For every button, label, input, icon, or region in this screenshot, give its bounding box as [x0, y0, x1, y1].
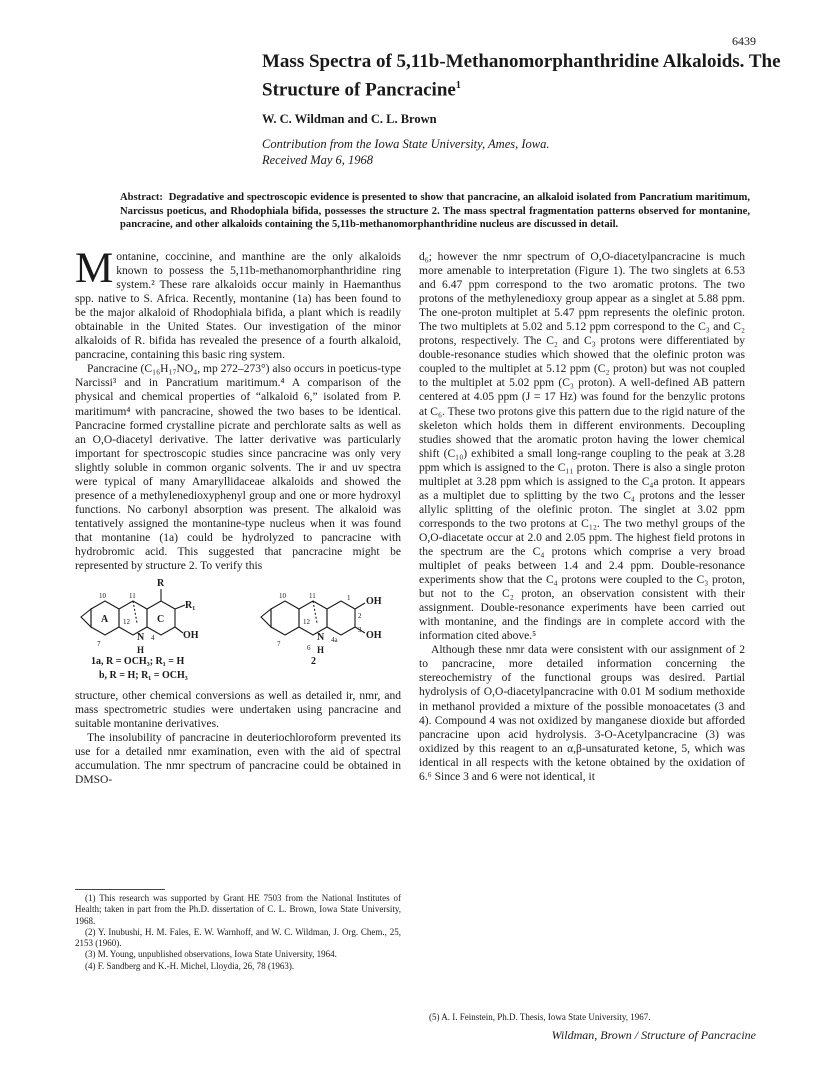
label-oh-2a: OH	[366, 596, 382, 608]
label-12-2: 12	[303, 618, 310, 627]
abstract-text: Degradative and spectroscopic evidence is presented to show that pancracine, an alkaloid isolated from Pancratium maritimum, Narcissus poeticus, and Rhodophiala bifida, possesses the structure 2. The mass spectral fragmentation patterns observed for montanine, pancracine, and other alkaloids containing the 5,11b-methanomorphanthridine nucleus are discussed in detail.	[120, 192, 751, 230]
structure-figure	[75, 575, 401, 685]
label-11-2: 11	[309, 592, 316, 601]
footnote-1: (1) This research was supported by Grant HE 7503 from the National Institutes of Health; taken in part from the Ph.D. dissertation of C. L. Brown, Iowa State University, 1968.	[75, 893, 401, 926]
label-10-2: 10	[279, 592, 286, 601]
affiliation: Contribution from the Iowa State University, Ames, Iowa.	[262, 137, 550, 151]
label-ring-a: A	[101, 614, 109, 626]
label-n-2: N	[317, 632, 325, 644]
label-compound-2: 2	[311, 656, 316, 668]
intro-paragraph	[75, 245, 401, 362]
footnote-3: (3) M. Young, unpublished observations, Iowa State University, 1964.	[85, 949, 337, 960]
left-footnotes	[75, 893, 401, 972]
page-number: 6439	[732, 34, 756, 48]
label-oh-2b: OH	[366, 630, 382, 642]
running-footer: Wildman, Brown / Structure of Pancracine	[551, 1028, 756, 1042]
left-column	[75, 245, 401, 787]
label-compound-1a: 1a, R = OCH₃; R₁ = H	[91, 656, 185, 668]
label-12-1: 12	[123, 618, 130, 627]
label-4a-2: 4a	[331, 636, 338, 645]
paragraph-structure-cont: structure, other chemical conversions as well as detailed ir, nmr, and mass spectrometric studies were undertaken using pancracine and suitable montanine derivatives.	[75, 690, 401, 731]
label-1-2: 1	[347, 594, 351, 603]
received-date: Received May 6, 1968	[262, 153, 374, 167]
label-11-1: 11	[129, 592, 136, 601]
label-ring-c: C	[157, 614, 165, 626]
abstract-label: Abstract:	[120, 192, 163, 203]
dioxole-ring-1	[81, 609, 91, 627]
right-column	[419, 250, 745, 784]
label-2-2: 2	[358, 612, 362, 621]
abstract	[120, 191, 750, 232]
label-3-2: 3	[358, 626, 362, 635]
footnote-5: (5) A. I. Feinstein, Ph.D. Thesis, Iowa State University, 1967.	[429, 1012, 651, 1022]
label-r1: R₁	[185, 600, 196, 612]
footnote-rule	[75, 889, 165, 890]
paragraph-nmr: d₆; however the nmr spectrum of O,O-diacetylpancracine is much more amenable to interpretation (Figure 1). The two singlets at 6.53 and 6.47 ppm correspond to the two aromatic protons. The two protons of the methylenedioxy group appear as a singlet at 5.88 ppm. The one-proton multiplet at 5.47 ppm represents the olefinic proton. The two multiplets at 5.02 and 5.12 ppm correspond to the C₃ and C₂ protons, respectively. The C₂ and C₃ protons were differentiated by double-resonance studies which showed that the olefinic proton was coupled to the multiplet at 5.12 ppm (C₂ proton) but was not coupled to the multiplet at 5.02 ppm (C₃ proton). A well-defined AB pattern centered at 4.05 ppm (J = 17 Hz) was found for the benzylic protons at C₆. These two protons give this pattern due to the rigid nature of the skeleton which holds them in different environments. Decoupling studies showed that the aromatic proton having the lower chemical shift (C₁₀) exhibited a small long-range coupling to the peak at 3.28 ppm which is assigned to the C₁₁ proton. There is also a single proton multiplet at 3.28 ppm which is assigned to the C₄a proton. It appears as a multiplet due to splitting by the two C₄ protons and the lesser allylic splitting of the olefinic proton. The singlet at 3.02 ppm corresponds to the two protons at C₁₂. The two methyl groups of the O,O-diacetate occur at 2.0 and 2.05 ppm. The highest field protons in the spectrum are the C₄ protons which comprise a very broad multiplet of peaks between 1.4 and 2.4 ppm. Double-resonance experiments show that the C₄ protons were coupled to the C₃ proton, but not to the C₂ proton, an observation consistent with their assignment. Double-resonance experiments have been carried out with montanine, and the findings are in complete accord with the information cited above.⁵	[419, 251, 745, 643]
label-compound-1b: b, R = H; R₁ = OCH₃	[99, 670, 188, 682]
footnote-2: (2) Y. Inubushi, H. M. Fales, E. W. Warnhoff, and W. C. Wildman, J. Org. Chem., 25, 2153 (1960).	[75, 926, 401, 949]
title-text: Mass Spectra of 5,11b-Methanomorphanthridine Alkaloids. The Structure of Pancracine	[262, 51, 781, 101]
label-oh-1: OH	[183, 630, 199, 642]
label-7-2: 7	[277, 640, 281, 649]
ring-a-2	[271, 601, 299, 635]
authors: W. C. Wildman and C. L. Brown	[262, 112, 437, 126]
label-10-1: 10	[99, 592, 106, 601]
affiliation-block	[262, 136, 550, 168]
dioxole-ring-2	[261, 609, 271, 627]
ring-c-2	[327, 601, 355, 635]
paragraph-insolubility: The insolubility of pancracine in deuteriochloroform prevented its use for a detailed nmr examination, even with the aid of spectral accumulation. The nmr spectrum of pancracine could be obtained in DMSO-	[75, 732, 401, 787]
paragraph-pancracine: Pancracine (C₁₆H₁₇NO₄, mp 272–273°) also occurs in poeticus-type Narcissi³ and in Pancratium maritimum.⁴ A comparison of the physical and chemical properties of “alkaloid 6,” isolated from P. maritimum⁴ with pancracine, showed the two bases to be identical. Pancracine formed crystalline picrate and perchlorate salts as well as an O,O-diacetyl derivative. The latter derivative was particularly important for spectroscopic studies since pancracine was only very slightly soluble in common organic solvents. The ir and uv spectra were typical of many Amaryllidaceae alkaloids and showed the presence of a methylenedioxyphenyl group and one or more hydroxyl functions. No carbonyl absorption was present. The alkaloid was tentatively assigned the montanine-type nucleus when it was found that montanine (1a) could be hydrolyzed to pancracine with hydrobromic acid. This suggested that pancracine might be represented by structure 2. To verify this	[75, 363, 401, 573]
paragraph-hydrolysis: Although these nmr data were consistent with our assignment of 2 to pancracine, more detailed information concerning the stereochemistry of the functional groups was desired. Partial hydrolysis of O,O-diacetylpancracine with 0.01 M sodium methoxide in methanol provided a mixture of the possible monoacetates (3 and 4). Compound 4 was not oxidized by manganese dioxide but afforded pancracine upon acid hydrolysis. 3-O-Acetylpancracine (3) was oxidized by this reagent to an α,β-unsaturated ketone, 5, which was identical in all respects with the ketone obtained by the oxidation of 6.⁶ Since 3 and 6 were not identical, it	[419, 644, 745, 783]
intro-text: ontanine, coccinine, and manthine are the only alkaloids known to possess the 5,11b-methanomorphanthridine ring system.² These rare alkaloids occur mainly in Haemanthus spp. native to S. Africa. Recently, montanine (1a) has been found to be the major alkaloid of Rhodophiala bifida, a plant which is readily obtainable in the United States. Our investigation of the minor alkaloids of R. bifida has revealed the presence of a fourth alkaloid, pancracine, containing this basic ring system.	[75, 251, 401, 362]
label-7-1: 7	[97, 640, 101, 649]
title-footnote-mark: 1	[455, 80, 461, 91]
drop-cap: M	[75, 245, 114, 292]
right-footnote	[419, 1012, 745, 1023]
article-title	[262, 50, 782, 102]
label-6-2: 6	[307, 644, 311, 653]
label-h-1: H	[137, 645, 145, 656]
label-h-2: H	[317, 645, 325, 656]
label-4-1: 4	[151, 634, 155, 643]
label-n-1: N	[137, 632, 145, 644]
label-r: R	[157, 578, 165, 590]
footnote-4: (4) F. Sandberg and K.-H. Michel, Lloydia, 26, 78 (1963).	[85, 960, 295, 971]
